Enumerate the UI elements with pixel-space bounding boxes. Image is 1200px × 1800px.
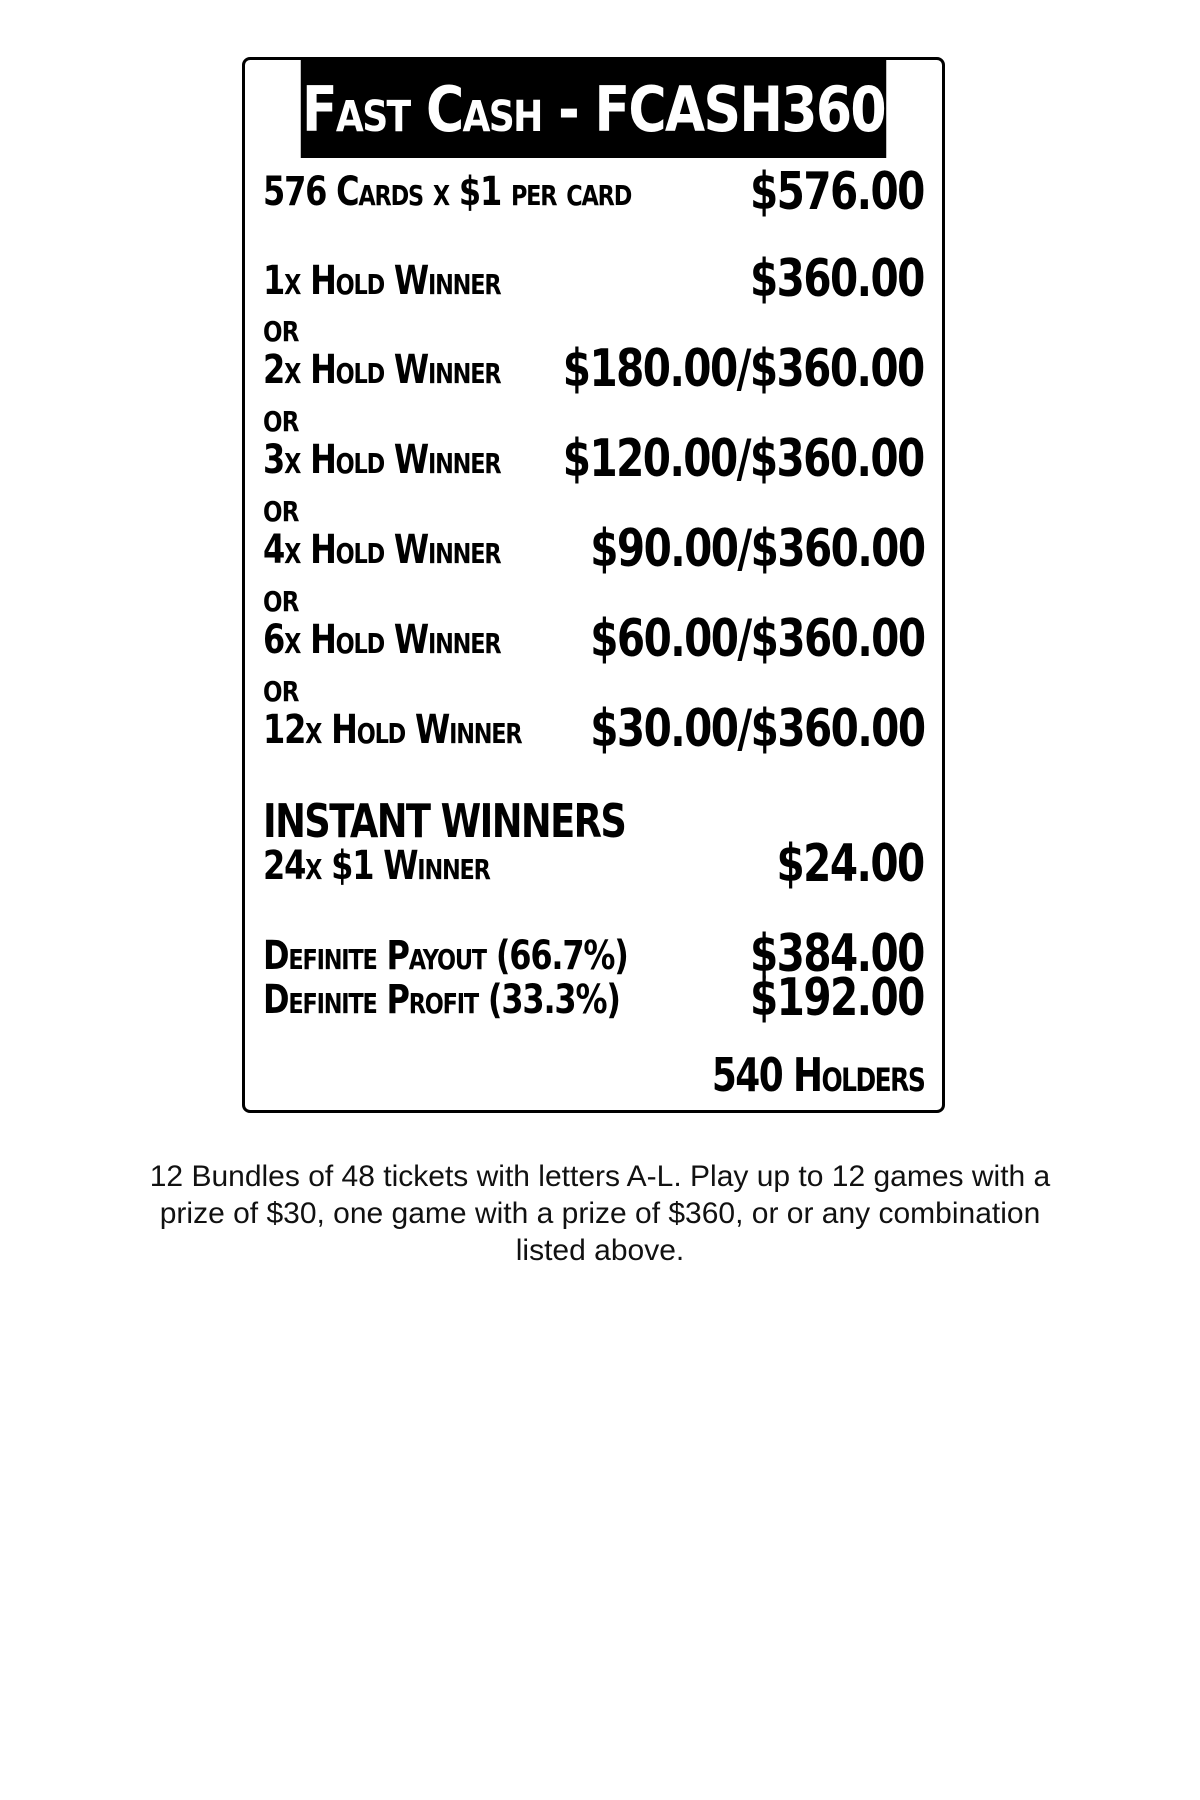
hold-winner-6x-value: $60.00/$360.00 xyxy=(589,609,924,669)
hold-winner-2x-label: 2x Hold Winner xyxy=(263,347,501,393)
hold-winner-6x-label: 6x Hold Winner xyxy=(263,617,501,663)
definite-profit-label: Definite Profit (33.3%) xyxy=(263,977,620,1023)
card-header xyxy=(301,60,886,158)
instant-winner-value: $24.00 xyxy=(776,834,924,894)
hold-winner-4x-value: $90.00/$360.00 xyxy=(589,519,924,579)
definite-payout-label: Definite Payout (66.7%) xyxy=(263,933,628,979)
or-label: OR xyxy=(263,675,299,708)
holders-count: 540 Holders xyxy=(711,1048,924,1102)
hold-winner-3x-label: 3x Hold Winner xyxy=(263,437,501,483)
hold-winner-2x-value: $180.00/$360.00 xyxy=(563,339,924,399)
hold-winner-3x-value: $120.00/$360.00 xyxy=(563,429,924,489)
hold-winner-1x-value: $360.00 xyxy=(750,249,924,309)
or-label: OR xyxy=(263,405,299,438)
instant-winner-label: 24x $1 Winner xyxy=(263,843,490,889)
definite-profit-value: $192.00 xyxy=(750,968,924,1028)
or-label: OR xyxy=(263,495,299,528)
cards-total-value: $576.00 xyxy=(750,162,924,222)
game-card xyxy=(242,57,945,1113)
hold-winner-4x-label: 4x Hold Winner xyxy=(263,527,501,573)
definite-payout-value: $384.00 xyxy=(750,924,924,984)
or-label: OR xyxy=(263,585,299,618)
hold-winner-12x-value: $30.00/$360.00 xyxy=(589,699,924,759)
instant-winners-heading: INSTANT WINNERS xyxy=(263,794,626,848)
hold-winner-12x-label: 12x Hold Winner xyxy=(263,707,522,753)
hold-winner-1x-label: 1x Hold Winner xyxy=(263,258,501,304)
cards-price-label: 576 Cards x $1 per card xyxy=(263,169,632,215)
game-title: Fast Cash - FCASH360 xyxy=(302,72,885,146)
bundle-note: 12 Bundles of 48 tickets with letters A-L. Play up to 12 games with a prize of $30, one game with a prize of $360, or or any combination listed above. xyxy=(149,1160,1051,1267)
or-label: OR xyxy=(263,315,299,348)
